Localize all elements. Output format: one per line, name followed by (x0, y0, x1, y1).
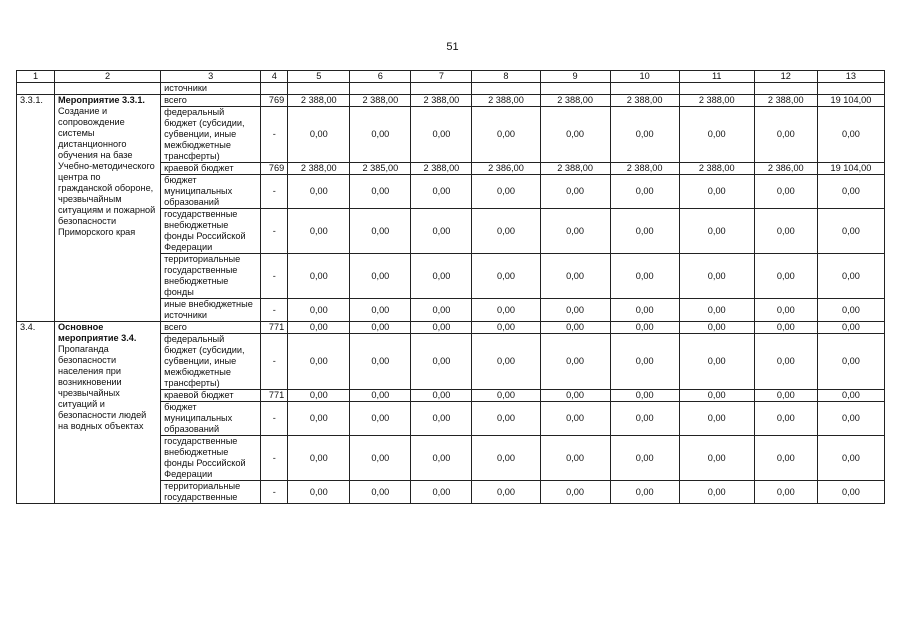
value-cell: 2 388,00 (610, 95, 679, 107)
value-cell: 0,00 (610, 209, 679, 254)
funding-source: краевой бюджет (161, 163, 261, 175)
value-cell: 2 385,00 (350, 163, 411, 175)
funding-source: краевой бюджет (161, 390, 261, 402)
value-cell: 0,00 (288, 299, 350, 322)
funding-source: государственные внебюджетные фонды Российской Федерации (161, 209, 261, 254)
continuation-cell-10 (610, 83, 679, 95)
value-cell: 2 388,00 (288, 95, 350, 107)
value-cell: 0,00 (288, 322, 350, 334)
value-cell: 0,00 (754, 254, 817, 299)
value-cell: 0,00 (754, 299, 817, 322)
value-cell: 0,00 (472, 334, 540, 390)
value-cell: 0,00 (288, 175, 350, 209)
value-cell: 0,00 (540, 107, 610, 163)
value-cell: 0,00 (411, 175, 472, 209)
value-cell: 0,00 (679, 436, 754, 481)
value-cell: 0,00 (411, 107, 472, 163)
value-cell: 0,00 (350, 322, 411, 334)
funding-source: территориальные государственные внебюджетные фонды (161, 254, 261, 299)
continuation-cell-4 (261, 83, 288, 95)
value-cell: 0,00 (472, 322, 540, 334)
value-cell: 2 388,00 (540, 95, 610, 107)
value-cell: 0,00 (754, 402, 817, 436)
continuation-cell-9 (540, 83, 610, 95)
value-cell: 0,00 (610, 481, 679, 504)
value-cell: 0,00 (288, 481, 350, 504)
value-cell: 0,00 (610, 322, 679, 334)
code-cell: - (261, 299, 288, 322)
value-cell: 2 388,00 (411, 95, 472, 107)
code-cell: 769 (261, 163, 288, 175)
funding-source: территориальные государственные (161, 481, 261, 504)
funding-source: иные внебюджетные источники (161, 299, 261, 322)
value-cell: 0,00 (610, 436, 679, 481)
item-code: 3.4. (17, 322, 55, 504)
continuation-cell-13 (817, 83, 884, 95)
value-cell: 0,00 (411, 322, 472, 334)
value-cell: 0,00 (679, 107, 754, 163)
value-cell: 0,00 (679, 334, 754, 390)
value-cell: 19 104,00 (817, 95, 884, 107)
value-cell: 0,00 (679, 254, 754, 299)
value-cell: 0,00 (288, 402, 350, 436)
value-cell: 2 388,00 (754, 95, 817, 107)
header-cell-4: 4 (261, 71, 288, 83)
continuation-cell-12 (754, 83, 817, 95)
value-cell: 0,00 (679, 209, 754, 254)
value-cell: 0,00 (754, 436, 817, 481)
value-cell: 0,00 (679, 390, 754, 402)
value-cell: 2 386,00 (754, 163, 817, 175)
item-code: 3.3.1. (17, 95, 55, 322)
header-row (17, 71, 885, 83)
continuation-cell-11 (679, 83, 754, 95)
value-cell: 0,00 (288, 390, 350, 402)
value-cell: 0,00 (540, 390, 610, 402)
value-cell: 0,00 (817, 107, 884, 163)
value-cell: 0,00 (610, 175, 679, 209)
code-cell: - (261, 107, 288, 163)
value-cell: 0,00 (350, 175, 411, 209)
value-cell: 0,00 (472, 390, 540, 402)
item-title: Основное мероприятие 3.4. (58, 322, 137, 343)
item-description: Пропаганда безопасности населения при возникновении чрезвычайных ситуаций и безопасности людей на водных объектах (58, 344, 147, 431)
value-cell: 0,00 (411, 209, 472, 254)
value-cell: 2 388,00 (288, 163, 350, 175)
budget-table (16, 70, 885, 504)
value-cell: 0,00 (472, 107, 540, 163)
funding-source: федеральный бюджет (субсидии, субвенции, иные межбюджетные трансферты) (161, 334, 261, 390)
value-cell: 2 388,00 (350, 95, 411, 107)
value-cell: 0,00 (540, 322, 610, 334)
value-cell: 2 388,00 (679, 95, 754, 107)
value-cell: 2 388,00 (540, 163, 610, 175)
item-title: Мероприятие 3.3.1. (58, 95, 145, 105)
code-cell: 771 (261, 390, 288, 402)
value-cell: 2 388,00 (472, 95, 540, 107)
value-cell: 0,00 (679, 175, 754, 209)
value-cell: 0,00 (754, 322, 817, 334)
value-cell: 0,00 (540, 175, 610, 209)
header-cell-5: 5 (288, 71, 350, 83)
funding-source: государственные внебюджетные фонды Российской Федерации (161, 436, 261, 481)
value-cell: 0,00 (754, 175, 817, 209)
value-cell: 0,00 (817, 254, 884, 299)
value-cell: 0,00 (411, 299, 472, 322)
header-cell-12: 12 (754, 71, 817, 83)
value-cell: 0,00 (350, 390, 411, 402)
value-cell: 0,00 (411, 481, 472, 504)
code-cell: - (261, 402, 288, 436)
item-name-cell (55, 95, 161, 322)
value-cell: 0,00 (411, 334, 472, 390)
value-cell: 0,00 (411, 390, 472, 402)
value-cell: 0,00 (540, 334, 610, 390)
code-cell: - (261, 436, 288, 481)
value-cell: 2 386,00 (472, 163, 540, 175)
value-cell: 0,00 (288, 107, 350, 163)
value-cell: 0,00 (817, 322, 884, 334)
continuation-cell-1 (17, 83, 55, 95)
value-cell: 0,00 (350, 402, 411, 436)
continuation-cell-7 (411, 83, 472, 95)
funding-source: всего (161, 95, 261, 107)
continuation-cell-6 (350, 83, 411, 95)
value-cell: 0,00 (540, 481, 610, 504)
value-cell: 0,00 (472, 436, 540, 481)
header-cell-6: 6 (350, 71, 411, 83)
funding-source: всего (161, 322, 261, 334)
value-cell: 0,00 (472, 175, 540, 209)
value-cell: 0,00 (288, 436, 350, 481)
value-cell: 0,00 (610, 107, 679, 163)
value-cell: 0,00 (817, 209, 884, 254)
value-cell: 0,00 (472, 299, 540, 322)
header-cell-2: 2 (55, 71, 161, 83)
value-cell: 0,00 (288, 209, 350, 254)
value-cell: 0,00 (610, 299, 679, 322)
value-cell: 0,00 (679, 481, 754, 504)
header-cell-10: 10 (610, 71, 679, 83)
value-cell: 0,00 (817, 402, 884, 436)
value-cell: 0,00 (754, 209, 817, 254)
header-cell-8: 8 (472, 71, 540, 83)
value-cell: 0,00 (472, 254, 540, 299)
value-cell: 0,00 (540, 402, 610, 436)
value-cell: 0,00 (411, 436, 472, 481)
value-cell: 0,00 (610, 402, 679, 436)
value-cell: 0,00 (817, 390, 884, 402)
value-cell: 0,00 (350, 254, 411, 299)
value-cell: 0,00 (472, 209, 540, 254)
value-cell: 0,00 (817, 436, 884, 481)
value-cell: 0,00 (540, 209, 610, 254)
value-cell: 0,00 (472, 402, 540, 436)
header-cell-1: 1 (17, 71, 55, 83)
item-name-cell (55, 322, 161, 504)
value-cell: 19 104,00 (817, 163, 884, 175)
code-cell: - (261, 334, 288, 390)
value-cell: 0,00 (610, 334, 679, 390)
code-cell: - (261, 481, 288, 504)
code-cell: - (261, 209, 288, 254)
value-cell: 0,00 (411, 254, 472, 299)
value-cell: 0,00 (817, 299, 884, 322)
header-cell-11: 11 (679, 71, 754, 83)
value-cell: 0,00 (679, 299, 754, 322)
value-cell: 0,00 (288, 254, 350, 299)
value-cell: 0,00 (350, 334, 411, 390)
value-cell: 0,00 (754, 334, 817, 390)
continuation-cell-2 (55, 83, 161, 95)
continuation-source: источники (161, 83, 261, 95)
value-cell: 0,00 (817, 481, 884, 504)
value-cell: 0,00 (350, 107, 411, 163)
value-cell: 0,00 (288, 334, 350, 390)
funding-source: федеральный бюджет (субсидии, субвенции, иные межбюджетные трансферты) (161, 107, 261, 163)
value-cell: 0,00 (540, 436, 610, 481)
value-cell: 0,00 (350, 481, 411, 504)
value-cell: 0,00 (679, 322, 754, 334)
value-cell: 0,00 (817, 334, 884, 390)
continuation-cell-5 (288, 83, 350, 95)
continuation-row (17, 83, 885, 95)
value-cell: 0,00 (679, 402, 754, 436)
value-cell: 0,00 (472, 481, 540, 504)
value-cell: 0,00 (540, 254, 610, 299)
value-cell: 0,00 (411, 402, 472, 436)
table-row (17, 95, 885, 107)
header-cell-13: 13 (817, 71, 884, 83)
header-cell-9: 9 (540, 71, 610, 83)
table-body (17, 71, 885, 504)
item-description: Создание и сопровождение системы дистанционного обучения на базе Учебно-методического центра по гражданской обороне, чрезвычайным ситуациям и пожарной безопасности Приморского края (58, 106, 156, 237)
funding-source: бюджет муниципальных образований (161, 175, 261, 209)
value-cell: 0,00 (610, 390, 679, 402)
header-cell-7: 7 (411, 71, 472, 83)
continuation-cell-8 (472, 83, 540, 95)
value-cell: 2 388,00 (610, 163, 679, 175)
code-cell: 771 (261, 322, 288, 334)
code-cell: - (261, 254, 288, 299)
value-cell: 0,00 (540, 299, 610, 322)
table-row (17, 322, 885, 334)
header-cell-3: 3 (161, 71, 261, 83)
code-cell: - (261, 175, 288, 209)
value-cell: 0,00 (754, 107, 817, 163)
value-cell: 2 388,00 (679, 163, 754, 175)
value-cell: 0,00 (350, 436, 411, 481)
value-cell: 2 388,00 (411, 163, 472, 175)
funding-source: бюджет муниципальных образований (161, 402, 261, 436)
value-cell: 0,00 (754, 390, 817, 402)
value-cell: 0,00 (350, 209, 411, 254)
value-cell: 0,00 (754, 481, 817, 504)
value-cell: 0,00 (610, 254, 679, 299)
value-cell: 0,00 (817, 175, 884, 209)
code-cell: 769 (261, 95, 288, 107)
page-number: 51 (446, 41, 459, 53)
value-cell: 0,00 (350, 299, 411, 322)
